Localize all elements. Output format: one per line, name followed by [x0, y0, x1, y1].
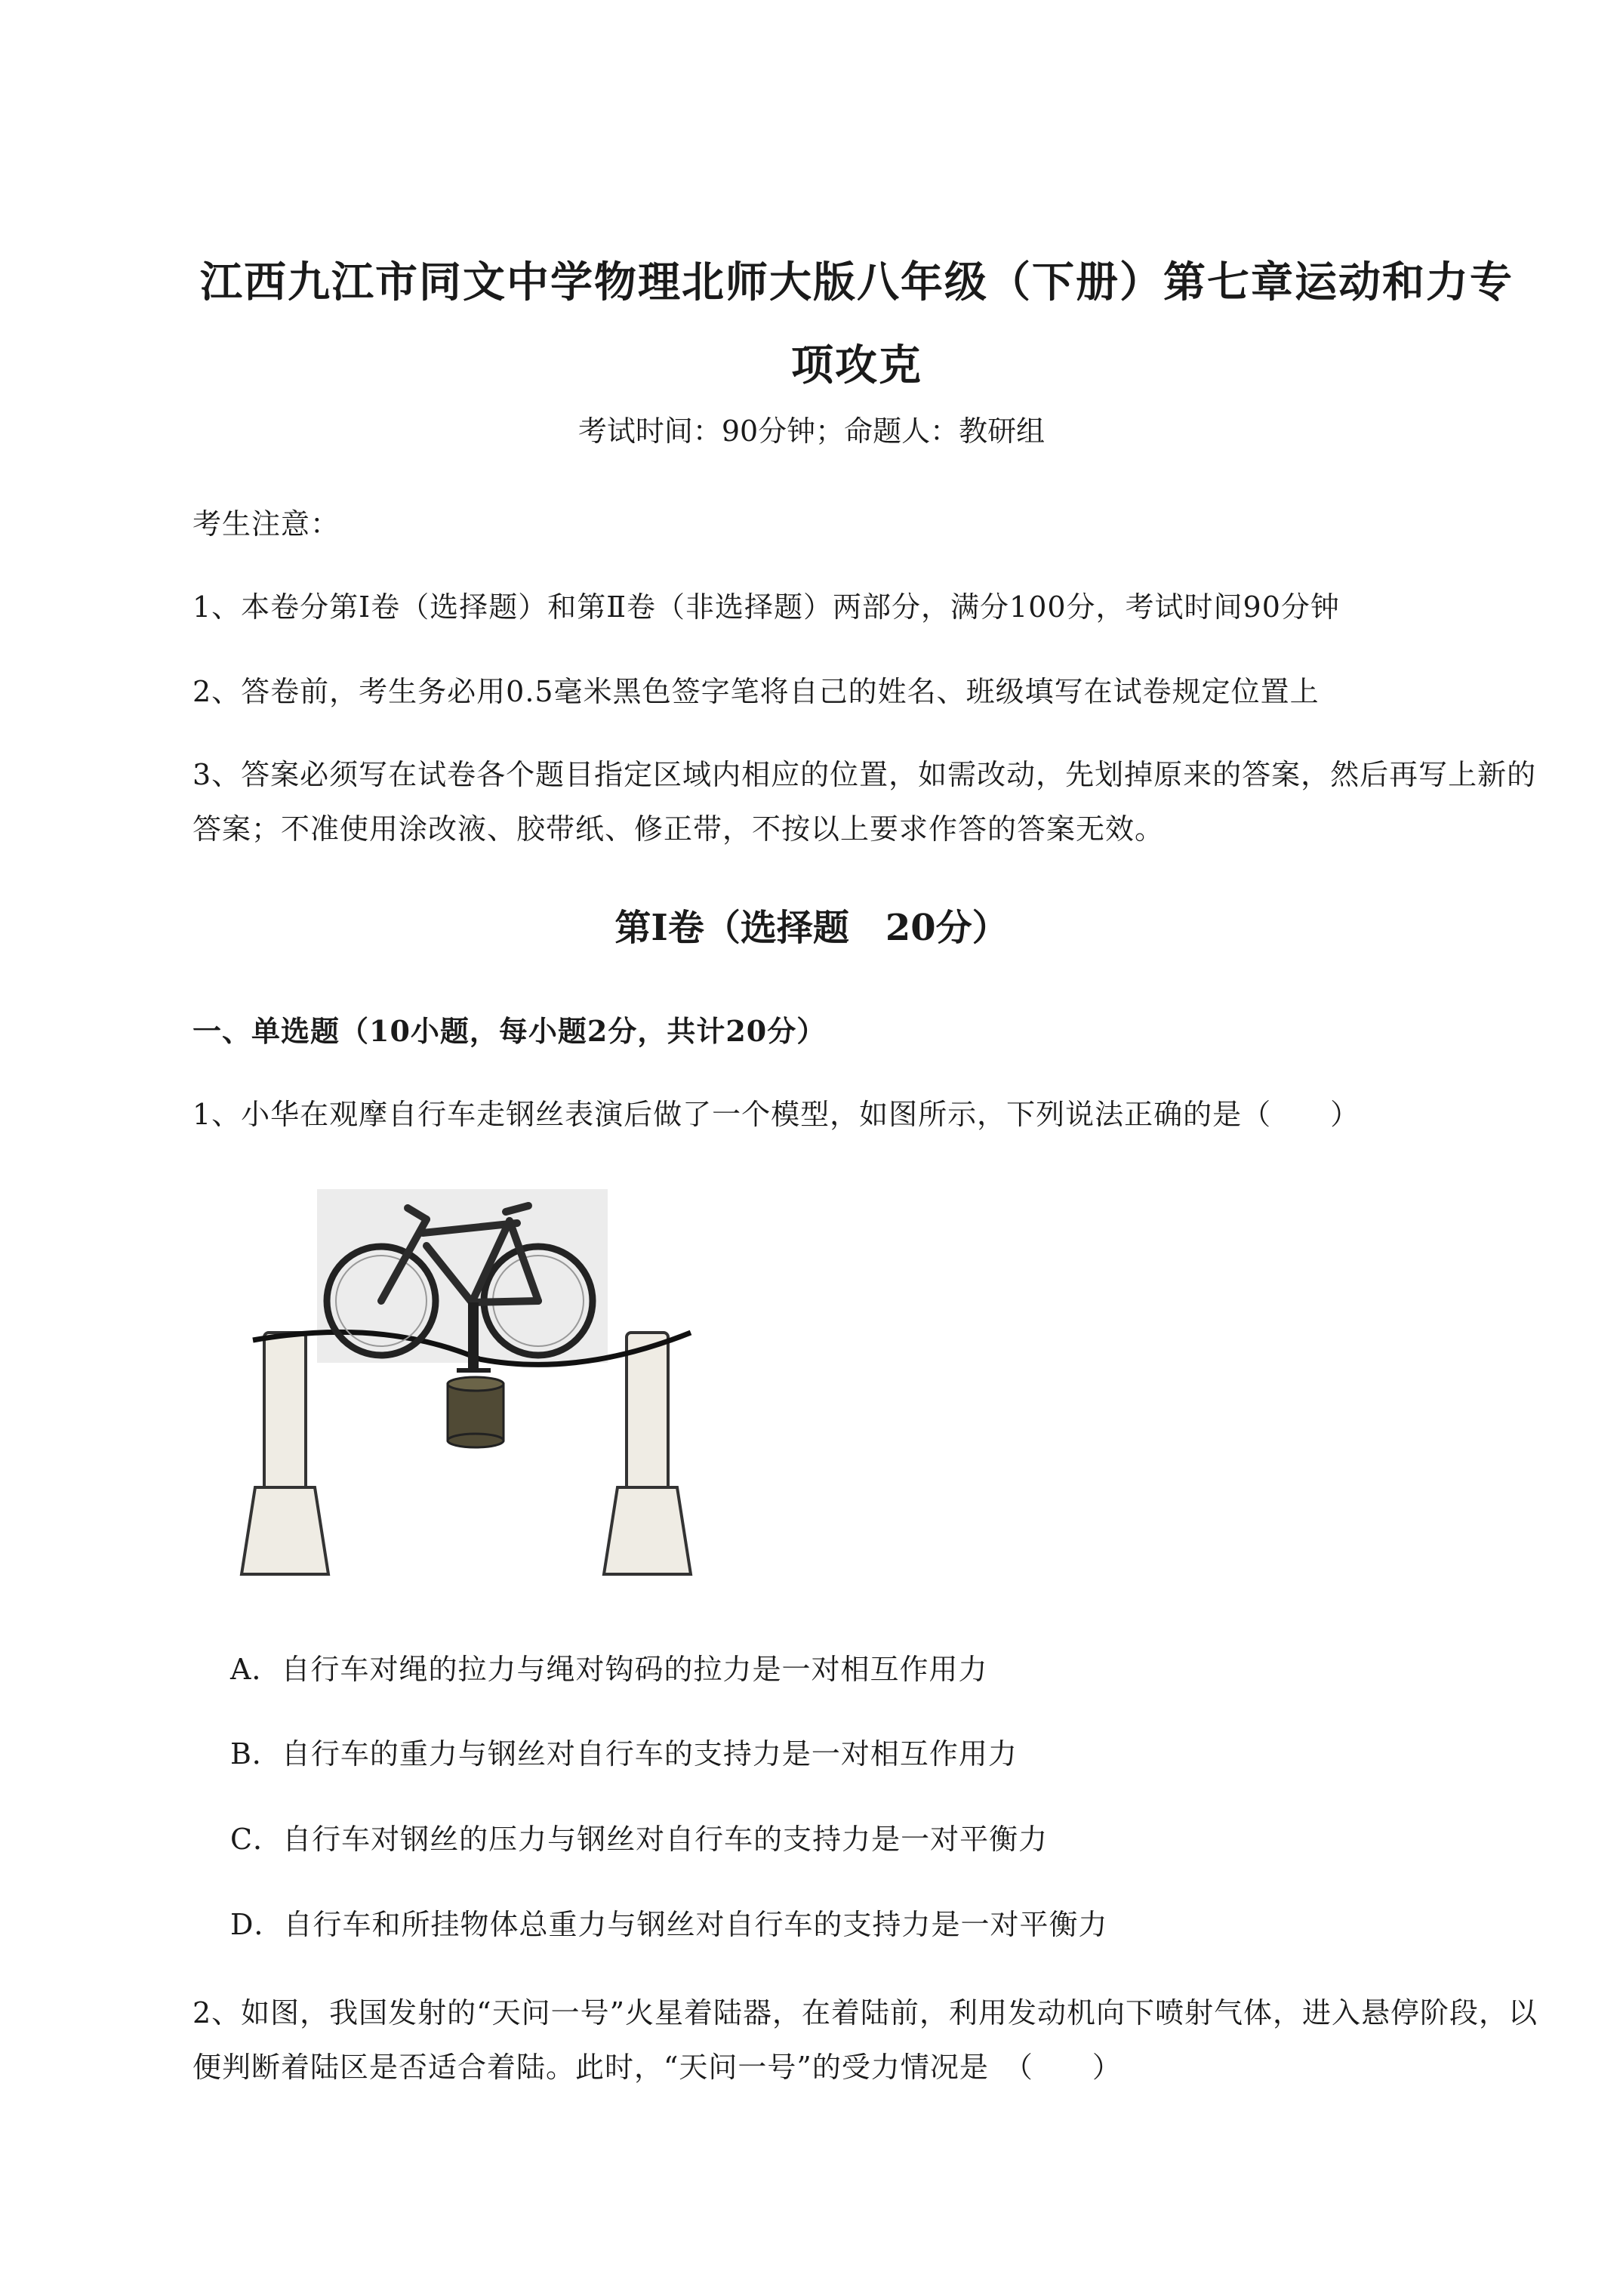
question-1-option-d: D．自行车和所挂物体总重力与钢丝对自行车的支持力是一对平衡力 — [230, 1908, 1108, 1941]
photo-background — [317, 1189, 608, 1363]
exam-meta: 考试时间：90分钟；命题人：教研组 — [577, 415, 1046, 448]
exam-title-line1: 江西九江市同文中学物理北师大版八年级（下册）第七章运动和力专 — [200, 257, 1514, 307]
hook-weight — [448, 1377, 504, 1447]
question-1-option-c: C．自行车对钢丝的压力与钢丝对自行车的支持力是一对平衡力 — [230, 1823, 1049, 1856]
question-1-stem: 1、小华在观摩自行车走钢丝表演后做了一个模型，如图所示，下列说法正确的是（ ） — [192, 1098, 1360, 1131]
notice-item-1: 1、本卷分第Ⅰ卷（选择题）和第Ⅱ卷（非选择题）两部分，满分100分，考试时间90分钟 — [192, 590, 1340, 624]
bicycle-tightrope-figure — [230, 1189, 713, 1582]
notice-item-3: 3、答案必须写在试卷各个题目指定区域内相应的位置，如需改动，先划掉原来的答案，然后再写上新的答案；不准使用涂改液、胶带纸、修正带，不按以上要求作答的答案无效。 — [192, 758, 1537, 846]
notice-heading: 考生注意： — [192, 507, 340, 541]
question-1-option-b: B．自行车的重力与钢丝对自行车的支持力是一对相互作用力 — [230, 1737, 1018, 1771]
section-title: 第Ⅰ卷（选择题 20分） — [614, 907, 1009, 949]
left-pillar — [242, 1333, 328, 1574]
exam-title-line2: 项攻克 — [791, 341, 922, 390]
question-2-stem: 2、如图，我国发射的“天问一号”火星着陆器，在着陆前，利用发动机向下喷射气体，进入悬停阶段，以便判断着陆区是否适合着陆。此时，“天问一号”的受力情况是 （ ） — [192, 1996, 1538, 2084]
question-1-option-a: A．自行车对绳的拉力与绳对钩码的拉力是一对相互作用力 — [230, 1653, 988, 1686]
right-pillar — [604, 1333, 691, 1574]
notice-item-2: 2、答卷前，考生务必用0.5毫米黑色签字笔将自己的姓名、班级填写在试卷规定位置上 — [192, 675, 1320, 708]
part-title: 一、单选题（10小题，每小题2分，共计20分） — [192, 1014, 827, 1048]
hanging-rod — [468, 1302, 479, 1370]
